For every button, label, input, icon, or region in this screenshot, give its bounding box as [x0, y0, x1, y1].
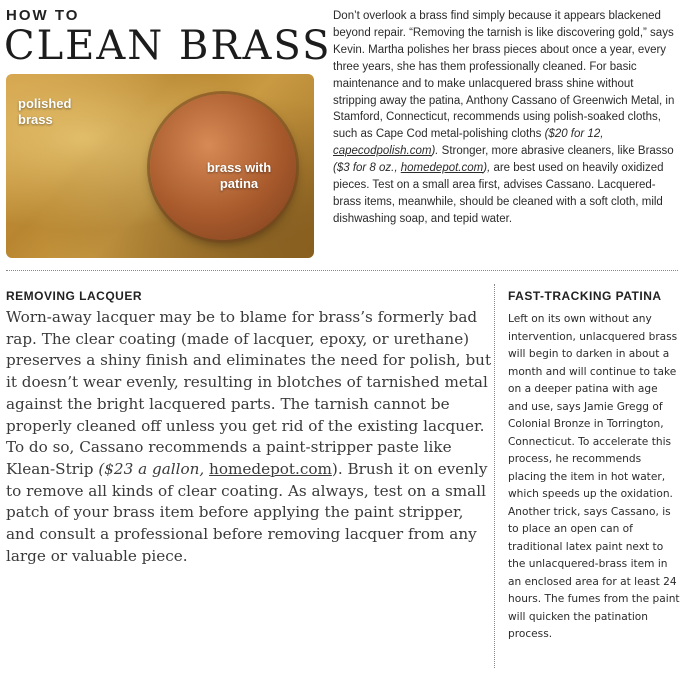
brass-photo — [6, 74, 314, 258]
removing-link-homedepot[interactable]: homedepot.com — [209, 459, 332, 478]
column-divider — [494, 284, 495, 668]
intro-price-2: ($3 for 8 oz., — [333, 162, 401, 175]
intro-text-1: Don’t overlook a brass find simply because it appears blackened beyond repair. “Removing the tarnish is like discovering gold,” says Kevin. Martha polishes her brass pieces about once a year, every three years, she has them professionally cleaned. For basic maintenance and to make unlacquered brass shine without stripping away the patina, Anthony Cassano of Greenwich Metal, in Stamford, Connecticut, recommends using polish-soaked cloths, such as Cape Cod metal-polishing cloths — [333, 10, 675, 141]
intro-paragraph — [333, 8, 678, 228]
label-polished-brass — [18, 96, 71, 128]
removing-text-2: Brush it on evenly to remove all kinds of clear coating. As always, test on a small patch of your brass item before applying the paint stripper, and consult a professional before removing lacquer from any large or valuable piece. — [6, 459, 488, 565]
intro-text-3: are best used on heavily oxidized pieces. Test on a small area first, advises Cassano. Lacquered-brass items, meanwhile, should be cleaned with a soft cloth, mild dishwashing soap, and tepid water. — [333, 162, 664, 225]
intro-link-homedepot[interactable]: homedepot.com — [400, 162, 484, 175]
fast-tracking-heading: FAST-TRACKING PATINA — [508, 289, 662, 303]
removing-price-end: ). — [331, 459, 343, 478]
page-title: CLEAN BRASS — [4, 23, 332, 69]
section-divider — [6, 270, 678, 271]
label-brass-with-patina — [204, 160, 274, 192]
intro-link-capecodpolish[interactable]: capecodpolish.com — [333, 145, 432, 158]
intro-price-1: ($20 for 12, — [544, 128, 604, 141]
removing-price: ($23 a gallon, — [98, 459, 210, 478]
fast-tracking-body: Left on its own without any intervention, unlacquered brass will begin to darken in about a month and will continue to take on a deeper patina with age and use, says Jamie Gregg of Colonial Bronze in Torrington, Connecticut. To accelerate this process, he recommends placing the item in hot water, which speeds up the oxidation. Another trick, says Cassano, is to place an open can of traditional latex paint next to the unlacquered-brass item in an enclosed area for at least 24 hours. The fumes from the paint will quicken the patination process. — [508, 313, 680, 640]
label-polished-line-2: brass — [18, 112, 53, 127]
intro-price-1-end: ). — [431, 145, 439, 158]
label-patina-line-1: brass with — [206, 160, 272, 175]
intro-price-2-end: ), — [483, 162, 491, 175]
intro-text-2: Stronger, more abrasive cleaners, like Brasso — [438, 145, 674, 158]
label-polished-line-1: polished — [18, 96, 72, 111]
removing-lacquer-heading: REMOVING LACQUER — [6, 289, 143, 303]
removing-lacquer-body — [6, 307, 492, 567]
removing-text-1: Worn-away lacquer may be to blame for brass’s formerly bad rap. The clear coating (made of lacquer, epoxy, or urethane) preserves a shiny finish and eliminates the need for polish, but it doesn’t wear evenly, resulting in blotches of tarnished metal against the bright lacquered parts. The tarnish cannot be properly cleaned off unless you get rid of the existing lacquer. To do so, Cassano recommends a paint-stripper paste like Klean-Strip — [6, 308, 492, 478]
kicker-heading: HOW TO — [6, 7, 80, 24]
label-patina-line-2: patina — [219, 176, 259, 191]
